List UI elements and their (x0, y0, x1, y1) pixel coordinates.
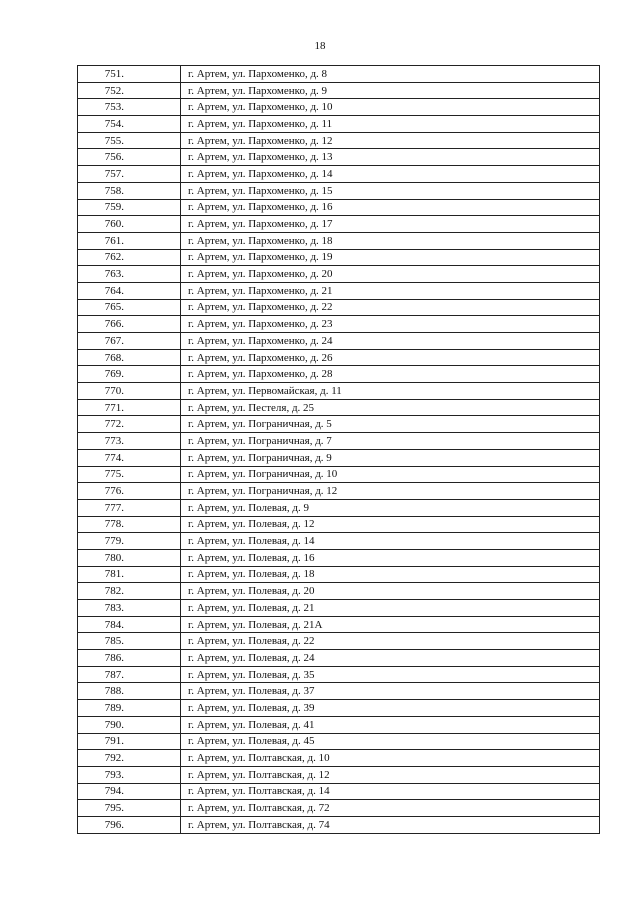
table-row (78, 733, 600, 750)
table-row (78, 66, 600, 83)
row-address: г. Артем, ул. Полевая, д. 21А (181, 616, 600, 633)
row-address: г. Артем, ул. Пархоменко, д. 11 (181, 116, 600, 133)
table-row (78, 116, 600, 133)
table-row (78, 716, 600, 733)
row-address: г. Артем, ул. Полтавская, д. 74 (181, 816, 600, 833)
row-address: г. Артем, ул. Пестеля, д. 25 (181, 399, 600, 416)
row-address: г. Артем, ул. Полевая, д. 20 (181, 583, 600, 600)
row-number: 756. (78, 149, 181, 166)
table-row (78, 282, 600, 299)
row-address: г. Артем, ул. Полевая, д. 41 (181, 716, 600, 733)
table-row (78, 483, 600, 500)
table-row (78, 333, 600, 350)
row-number: 779. (78, 533, 181, 550)
row-address: г. Артем, ул. Пархоменко, д. 10 (181, 99, 600, 116)
table-row (78, 82, 600, 99)
row-address: г. Артем, ул. Пархоменко, д. 14 (181, 166, 600, 183)
table-row (78, 383, 600, 400)
row-number: 793. (78, 766, 181, 783)
row-address: г. Артем, ул. Полевая, д. 39 (181, 700, 600, 717)
row-number: 772. (78, 416, 181, 433)
row-number: 760. (78, 216, 181, 233)
row-number: 785. (78, 633, 181, 650)
row-address: г. Артем, ул. Полевая, д. 14 (181, 533, 600, 550)
row-number: 790. (78, 716, 181, 733)
table-row (78, 549, 600, 566)
row-number: 752. (78, 82, 181, 99)
table-row (78, 566, 600, 583)
row-number: 792. (78, 750, 181, 767)
page-number: 18 (314, 40, 326, 52)
row-number: 766. (78, 316, 181, 333)
table-row (78, 299, 600, 316)
row-address: г. Артем, ул. Пограничная, д. 12 (181, 483, 600, 500)
row-address: г. Артем, ул. Полевая, д. 9 (181, 499, 600, 516)
row-number: 773. (78, 433, 181, 450)
row-number: 782. (78, 583, 181, 600)
table-row (78, 499, 600, 516)
table-row (78, 700, 600, 717)
row-number: 757. (78, 166, 181, 183)
row-number: 788. (78, 683, 181, 700)
row-address: г. Артем, ул. Полевая, д. 18 (181, 566, 600, 583)
row-address: г. Артем, ул. Пархоменко, д. 23 (181, 316, 600, 333)
row-number: 765. (78, 299, 181, 316)
row-number: 764. (78, 282, 181, 299)
table-row (78, 149, 600, 166)
row-number: 753. (78, 99, 181, 116)
row-number: 783. (78, 600, 181, 617)
row-number: 775. (78, 466, 181, 483)
row-number: 787. (78, 666, 181, 683)
row-address: г. Артем, ул. Полтавская, д. 14 (181, 783, 600, 800)
row-number: 791. (78, 733, 181, 750)
row-number: 759. (78, 199, 181, 216)
table-row (78, 399, 600, 416)
row-address: г. Артем, ул. Пограничная, д. 5 (181, 416, 600, 433)
table-row (78, 349, 600, 366)
row-number: 767. (78, 333, 181, 350)
table-row (78, 266, 600, 283)
row-address: г. Артем, ул. Полтавская, д. 10 (181, 750, 600, 767)
row-address: г. Артем, ул. Пархоменко, д. 8 (181, 66, 600, 83)
row-address: г. Артем, ул. Пархоменко, д. 18 (181, 232, 600, 249)
row-address: г. Артем, ул. Полтавская, д. 72 (181, 800, 600, 817)
row-address: г. Артем, ул. Пархоменко, д. 20 (181, 266, 600, 283)
table-row (78, 199, 600, 216)
table-row (78, 449, 600, 466)
table-row (78, 416, 600, 433)
row-address: г. Артем, ул. Полевая, д. 45 (181, 733, 600, 750)
row-address: г. Артем, ул. Полевая, д. 22 (181, 633, 600, 650)
row-address: г. Артем, ул. Полевая, д. 21 (181, 600, 600, 617)
row-address: г. Артем, ул. Пархоменко, д. 28 (181, 366, 600, 383)
row-number: 768. (78, 349, 181, 366)
table-row (78, 800, 600, 817)
row-number: 776. (78, 483, 181, 500)
table-row (78, 616, 600, 633)
table-row (78, 182, 600, 199)
row-address: г. Артем, ул. Пархоменко, д. 9 (181, 82, 600, 99)
row-number: 777. (78, 499, 181, 516)
table-row (78, 816, 600, 833)
row-address: г. Артем, ул. Полевая, д. 16 (181, 549, 600, 566)
row-number: 778. (78, 516, 181, 533)
table-row (78, 683, 600, 700)
row-address: г. Артем, ул. Полевая, д. 37 (181, 683, 600, 700)
row-address: г. Артем, ул. Пархоменко, д. 24 (181, 333, 600, 350)
table-row (78, 766, 600, 783)
table-row (78, 466, 600, 483)
row-number: 795. (78, 800, 181, 817)
table-row (78, 750, 600, 767)
row-address: г. Артем, ул. Пограничная, д. 7 (181, 433, 600, 450)
table-row (78, 316, 600, 333)
row-number: 781. (78, 566, 181, 583)
row-address: г. Артем, ул. Пархоменко, д. 16 (181, 199, 600, 216)
row-number: 771. (78, 399, 181, 416)
row-number: 780. (78, 549, 181, 566)
table-row (78, 783, 600, 800)
table-row (78, 666, 600, 683)
row-number: 761. (78, 232, 181, 249)
table-row (78, 216, 600, 233)
row-address: г. Артем, ул. Первомайская, д. 11 (181, 383, 600, 400)
row-address: г. Артем, ул. Пархоменко, д. 22 (181, 299, 600, 316)
table-row (78, 600, 600, 617)
row-address: г. Артем, ул. Пархоменко, д. 21 (181, 282, 600, 299)
table-row (78, 132, 600, 149)
row-address: г. Артем, ул. Пархоменко, д. 26 (181, 349, 600, 366)
row-address: г. Артем, ул. Пограничная, д. 9 (181, 449, 600, 466)
row-number: 786. (78, 650, 181, 667)
table-row (78, 99, 600, 116)
table-row (78, 633, 600, 650)
table-row (78, 433, 600, 450)
table-row (78, 516, 600, 533)
row-number: 762. (78, 249, 181, 266)
row-number: 770. (78, 383, 181, 400)
row-address: г. Артем, ул. Пархоменко, д. 13 (181, 149, 600, 166)
address-table-body (78, 66, 600, 834)
table-row (78, 583, 600, 600)
row-number: 751. (78, 66, 181, 83)
table-row (78, 533, 600, 550)
row-number: 789. (78, 700, 181, 717)
row-address: г. Артем, ул. Полтавская, д. 12 (181, 766, 600, 783)
row-address: г. Артем, ул. Пархоменко, д. 17 (181, 216, 600, 233)
row-address: г. Артем, ул. Полевая, д. 35 (181, 666, 600, 683)
row-address: г. Артем, ул. Пархоменко, д. 15 (181, 182, 600, 199)
row-number: 755. (78, 132, 181, 149)
row-number: 794. (78, 783, 181, 800)
row-address: г. Артем, ул. Полевая, д. 24 (181, 650, 600, 667)
address-table (77, 65, 600, 834)
row-number: 784. (78, 616, 181, 633)
row-number: 763. (78, 266, 181, 283)
table-row (78, 232, 600, 249)
row-number: 769. (78, 366, 181, 383)
table-row (78, 366, 600, 383)
row-number: 758. (78, 182, 181, 199)
table-row (78, 166, 600, 183)
row-number: 796. (78, 816, 181, 833)
row-address: г. Артем, ул. Полевая, д. 12 (181, 516, 600, 533)
row-number: 754. (78, 116, 181, 133)
row-address: г. Артем, ул. Пархоменко, д. 19 (181, 249, 600, 266)
table-row (78, 650, 600, 667)
row-number: 774. (78, 449, 181, 466)
row-address: г. Артем, ул. Пархоменко, д. 12 (181, 132, 600, 149)
table-row (78, 249, 600, 266)
row-address: г. Артем, ул. Пограничная, д. 10 (181, 466, 600, 483)
